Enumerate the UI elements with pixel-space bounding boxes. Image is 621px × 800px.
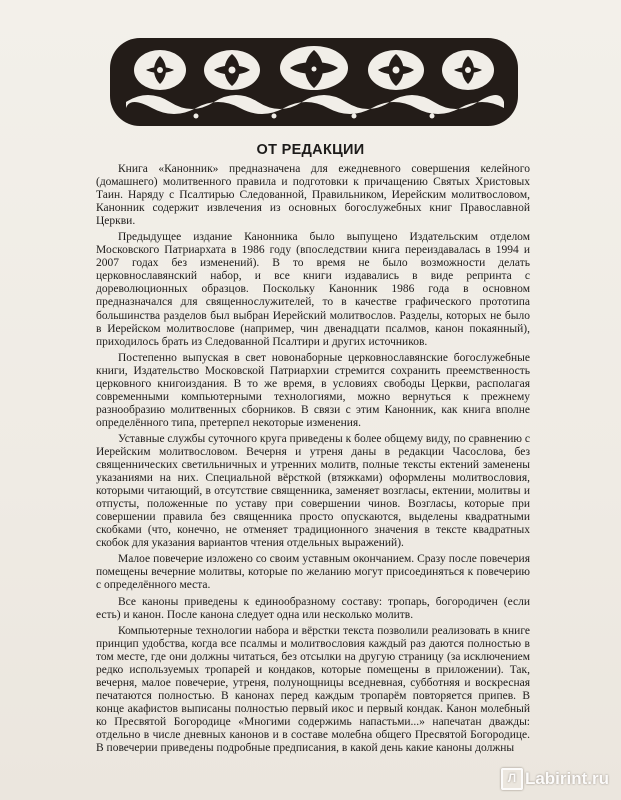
paragraph: Предыдущее издание Канонника было выпущено Издательским отделом Московского Патриархата в 1986 году (впоследствии книга переиздавалась в 1994 и 2007 годах без изменений). В то время не было возможности делать церковнославянский набор, и все книги издавались в виде репринта с дореволюционных образцов. Поскольку Канонник 1986 года в основном предназначался для священнослужителей, то в качестве графического прототипа большинства разделов был выбран Иерейский молитвослов. Разделы, которых не было в Иерейском молитвослове (например, чин двенадцати псалмов, канон покаянный), приходилось брать из Следованной Псалтири и других источников. [96, 231, 530, 348]
body-text [96, 163, 530, 758]
paragraph: Компьютерные технологии набора и вёрстки текста позволили реализовать в книге принцип удобства, когда все псалмы и молитвословия каждый раз даются полностью в том месте, где они должны читаться, без отсылки на другую страницу (за исключением редко используемых тропарей и кондаков, которые помещены в приложении). Так, вечерня, малое повечерие, утреня, полунощницы вседневная, субботняя и воскресная печатаются полностью. В канонах перед каждым тропарём повторяется припев. В конце акафистов выписаны полностью первый икос и первый кондак. Канон молебный ко Пресвятой Богородице «Многими содержимь напастьми...» напечатан дважды: отдельно в числе дневных канонов и в составе молебна общего Пресвятой Богородице. В повечерии приведены подробные предписания, в какой день какие каноны должны [96, 624, 530, 755]
watermark [501, 768, 609, 790]
section-title: ОТ РЕДАКЦИИ [256, 142, 365, 158]
decorative-headpiece-ornament [108, 36, 520, 128]
paragraph: Все каноны приведены к единообразному составу: тропарь, богородичен (если есть) и канон. После канона следует одна или несколько молитв. [96, 595, 530, 621]
watermark-text: Labirint.ru [524, 769, 609, 788]
watermark-logo-icon: Л [501, 768, 523, 790]
paragraph: Книга «Канонник» предназначена для ежедневного совершения келейного (домашнего) молитвенного правила и подготовки к причащению Святых Христовых Таин. Наряду с Псалтирью Следованной, Правильником, Иерейским молитвословом, Канонник содержит извлечения из основных богослужебных книг Православной Церкви. [96, 163, 530, 228]
paragraph: Уставные службы суточного круга приведены к более общему виду, по сравнению с Иерейским молитвословом. Вечерня и утреня даны в редакции Часослова, без священнических светильничных и утренних молитв, полные тексты ектений заменены указаниями на них. Специальной вёрсткой (втяжками) оформлены молитвословия, которыми читающий, в отсутствие священника, заменяет возгласы, ектении, молитвы и отпусты, положенные по уставу при совершении чинов. Возгласы, которые при совершении правила без священника просто опускаются, выделены квадратными скобками (что, конечно, не отменяет традиционного значения в тексте квадратных скобок для указания вариантов чтения отдельных выражений). [96, 432, 530, 550]
paragraph: Малое повечерие изложено со своим уставным окончанием. Сразу после повечерия помещены вечерние молитвы, которые по желанию могут присоединяться к повечерию с определённого места. [96, 553, 530, 592]
paragraph: Постепенно выпуская в свет новонаборные церковнославянские богослужебные книги, Издательство Московской Патриархии стремится сохранить преемственность церковного книгоиздания. В то же время, в условиях свободы Церкви, располагая современными компьютерными технологиями, можно вернуться к прежнему разнообразию молитвенных сборников. В связи с этим Канонник, как книга вполне определённого типа, претерпел некоторые изменения. [96, 351, 530, 429]
